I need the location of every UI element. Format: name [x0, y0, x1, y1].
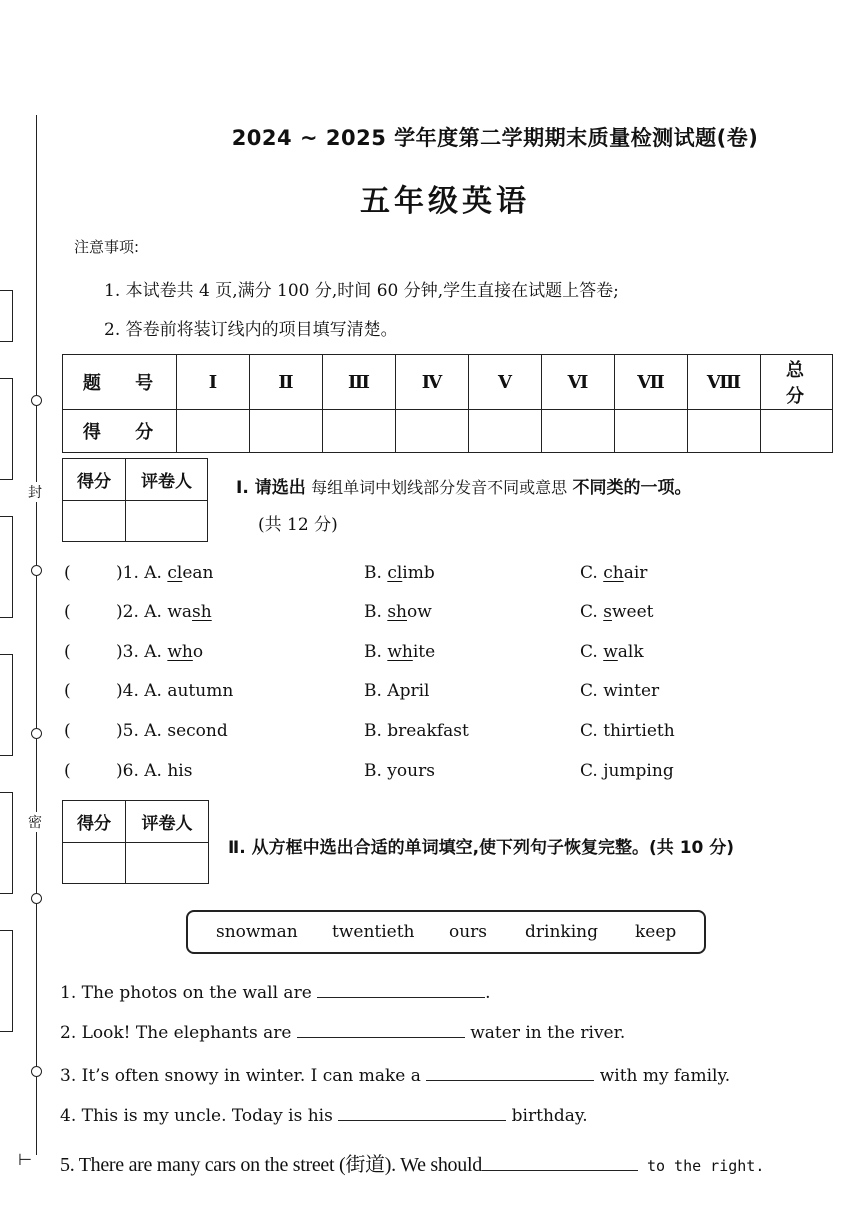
binding-field-box — [0, 654, 13, 756]
question-row — [64, 602, 844, 628]
word-bank-word: twentieth — [332, 922, 415, 942]
option-c: C. winter — [580, 681, 660, 701]
answer-blank[interactable] — [317, 983, 485, 998]
binding-hole — [31, 893, 42, 904]
option-a: )6. A. his — [116, 761, 193, 781]
score-col-7: Ⅶ — [615, 355, 688, 410]
score-col-6: Ⅵ — [542, 355, 615, 410]
binding-hole — [31, 565, 42, 576]
answer-paren[interactable]: ( — [64, 642, 71, 662]
score-table-row-label: 得 分 — [63, 410, 177, 453]
answer-blank[interactable] — [482, 1156, 638, 1171]
score-cell[interactable] — [177, 410, 250, 453]
score-cell[interactable] — [250, 410, 323, 453]
binding-field-box — [0, 378, 13, 480]
fill-sentence-4: 4. This is my uncle. Today is his birthday. — [60, 1106, 588, 1126]
binding-field-box — [0, 516, 13, 618]
score-col-3: Ⅲ — [323, 355, 396, 410]
score-cell[interactable] — [323, 410, 396, 453]
option-b: B. yours — [364, 761, 435, 781]
binding-char: 密 — [28, 812, 42, 832]
binding-field-box — [0, 290, 13, 342]
answer-blank[interactable] — [426, 1066, 594, 1081]
option-a: )3. A. who — [116, 642, 204, 662]
grader-box-section2 — [62, 800, 209, 884]
grader-score-cell[interactable] — [63, 501, 126, 542]
fill-sentence-5: 5. There are many cars on the street (街道). We should to the right. — [60, 1154, 765, 1176]
score-col-2: Ⅱ — [250, 355, 323, 410]
binding-line — [36, 115, 37, 1155]
exam-subject: 五年级英语 — [360, 184, 530, 219]
option-c: C. thirtieth — [580, 721, 675, 741]
option-b: B. climb — [364, 563, 435, 583]
section1-points: (共 12 分) — [258, 515, 338, 535]
note-item: 2. 答卷前将装订线内的项目填写清楚。 — [104, 320, 398, 340]
score-cell[interactable] — [615, 410, 688, 453]
binding-field-box — [0, 792, 13, 894]
option-a: )1. A. clean — [116, 563, 214, 583]
note-item: 1. 本试卷共 4 页,满分 100 分,时间 60 分钟,学生直接在试题上答卷; — [104, 281, 619, 301]
answer-paren[interactable]: ( — [64, 681, 71, 701]
binding-hole — [31, 395, 42, 406]
section1-title: Ⅰ. 请选出 每组单词中划线部分发音不同或意思 不同类的一项。 — [236, 478, 692, 498]
score-col-8: Ⅷ — [688, 355, 761, 410]
option-b: B. show — [364, 602, 432, 622]
answer-blank[interactable] — [338, 1106, 506, 1121]
option-a: )5. A. second — [116, 721, 228, 741]
grader-score-label: 得分 — [63, 459, 126, 501]
score-cell[interactable] — [542, 410, 615, 453]
grader-name-label: 评卷人 — [126, 801, 209, 843]
binding-hole — [31, 728, 42, 739]
fill-sentence-1: 1. The photos on the wall are . — [60, 983, 491, 1003]
option-b: B. white — [364, 642, 436, 662]
fill-sentence-3: 3. It’s often snowy in winter. I can make a with my family. — [60, 1066, 731, 1086]
answer-paren[interactable]: ( — [64, 563, 71, 583]
grader-name-cell[interactable] — [126, 843, 209, 884]
score-col-1: Ⅰ — [177, 355, 250, 410]
question-row — [64, 563, 844, 589]
word-bank-word: ours — [449, 922, 488, 942]
option-c: C. walk — [580, 642, 644, 662]
option-c: C. jumping — [580, 761, 674, 781]
option-c: C. chair — [580, 563, 648, 583]
grader-name-label: 评卷人 — [126, 459, 208, 501]
word-bank-word: drinking — [525, 922, 598, 942]
grader-name-cell[interactable] — [126, 501, 208, 542]
binding-bottom-mark: ⊢ — [18, 1150, 32, 1169]
answer-paren[interactable]: ( — [64, 602, 71, 622]
word-bank-word: snowman — [216, 922, 298, 942]
grader-box-section1 — [62, 458, 208, 542]
score-col-total: 总 分 — [761, 355, 833, 410]
fill-sentence-2: 2. Look! The elephants are water in the river. — [60, 1023, 626, 1043]
answer-blank[interactable] — [297, 1023, 465, 1038]
score-cell[interactable] — [396, 410, 469, 453]
section2-title: Ⅱ. 从方框中选出合适的单词填空,使下列句子恢复完整。(共 10 分) — [228, 838, 735, 858]
score-table-header-label: 题 号 — [63, 355, 177, 410]
option-b: B. breakfast — [364, 721, 469, 741]
question-row — [64, 642, 844, 668]
score-col-5: Ⅴ — [469, 355, 542, 410]
binding-char: 封 — [28, 482, 42, 502]
binding-hole — [31, 1066, 42, 1077]
word-bank-box — [186, 910, 706, 954]
question-row — [64, 681, 844, 707]
option-a: )4. A. autumn — [116, 681, 234, 701]
option-c: C. sweet — [580, 602, 654, 622]
score-col-4: Ⅳ — [396, 355, 469, 410]
score-table — [62, 354, 833, 453]
answer-paren[interactable]: ( — [64, 761, 71, 781]
notes-heading: 注意事项: — [74, 238, 140, 256]
score-cell-total[interactable] — [761, 410, 833, 453]
option-b: B. April — [364, 681, 430, 701]
answer-paren[interactable]: ( — [64, 721, 71, 741]
word-bank-word: keep — [635, 922, 677, 942]
option-a: )2. A. wash — [116, 602, 212, 622]
grader-score-cell[interactable] — [63, 843, 126, 884]
exam-title: 2024 ~ 2025 学年度第二学期期末质量检测试题(卷) — [231, 126, 759, 150]
binding-field-box — [0, 930, 13, 1032]
question-row — [64, 761, 844, 787]
score-cell[interactable] — [469, 410, 542, 453]
score-cell[interactable] — [688, 410, 761, 453]
question-row — [64, 721, 844, 747]
grader-score-label: 得分 — [63, 801, 126, 843]
